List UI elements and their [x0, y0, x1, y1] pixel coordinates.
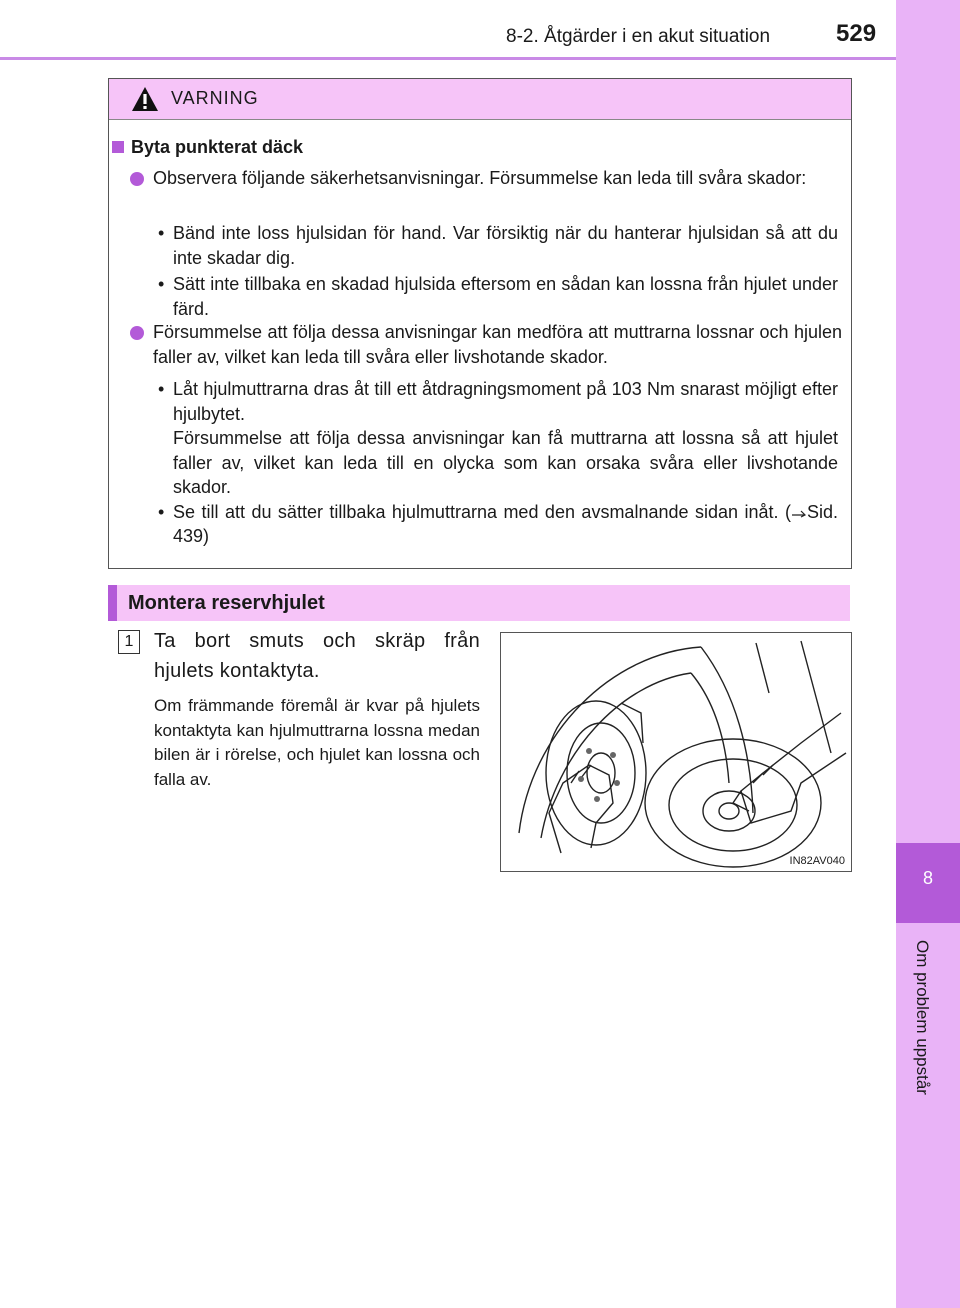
square-bullet-icon	[112, 141, 124, 153]
chapter-number: 8	[922, 868, 933, 888]
arrow-right-icon	[791, 508, 807, 518]
wheel-cleaning-drawing	[501, 633, 851, 871]
warning-section-title: Byta punkterat däck	[112, 137, 303, 158]
header-rule	[0, 57, 896, 60]
step-heading: Ta bort smuts och skräp från hjulets kontaktyta.	[154, 630, 480, 682]
warning-item-text: Försummelse att följa dessa anvisningar kan medföra att muttrarna lossnar och hjulen faller av, vilket kan leda till svåra eller livshotande skador.	[153, 322, 842, 367]
warning-triangle-icon	[131, 86, 159, 112]
chapter-label: Om problem uppstår	[913, 940, 932, 1095]
warning-item-2	[130, 320, 842, 370]
step-body: Om främmande föremål är kvar på hjulets kontaktyta kan hjulmuttrarna lossna medan bilen är i rörelse, och hjulet kan lossna och falla av.	[154, 696, 480, 789]
warning-header	[109, 79, 851, 120]
circle-bullet-icon	[130, 326, 144, 340]
warning-item-1-bullets	[158, 221, 838, 321]
section-header	[108, 585, 850, 621]
page-number: 529	[836, 20, 877, 47]
figure-code: IN82AV040	[789, 855, 845, 867]
warning-item-text: Observera följande säkerhetsanvisningar. Försummelse kan leda till svåra skador:	[153, 168, 807, 188]
illustration-cleaning-wheel	[500, 632, 852, 872]
circle-bullet-icon	[130, 172, 144, 186]
page-reference-link[interactable]: Sid. 439)	[173, 501, 838, 546]
bullet-item: • Bänd inte loss hjulsidan för hand. Var försiktig när du hanterar hjulsidan så att du inte skadar dig.	[158, 221, 838, 270]
chapter-side-tab	[896, 0, 960, 1308]
warning-item-1	[130, 166, 842, 191]
section-title: Montera reservhjulet	[128, 592, 325, 614]
header-title: 8-2. Åtgärder i en akut situation	[506, 26, 771, 47]
bullet-item: • Sätt inte tillbaka en skadad hjulsida eftersom en sådan kan lossna från hjulet under färd.	[158, 272, 838, 321]
step-number: 1	[118, 630, 140, 654]
bullet-item: • Låt hjulmuttrarna dras åt till ett åtdragningsmoment på 103 Nm snarast möjligt efter hjulbytet. Försummelse att följa dessa anvisningar kan få muttrarna att lossna så att hjulet faller av, vilket kan leda till en olycka som kan orsaka svåra eller livshotande skador.	[158, 377, 838, 500]
warning-label: VARNING	[171, 88, 259, 108]
bullet-item: • Se till att du sätter tillbaka hjulmuttrarna med den avsmalnande sidan inåt. ( Sid. 439)	[158, 500, 838, 549]
section-accent	[108, 585, 117, 621]
warning-item-2-bullets	[158, 377, 838, 549]
